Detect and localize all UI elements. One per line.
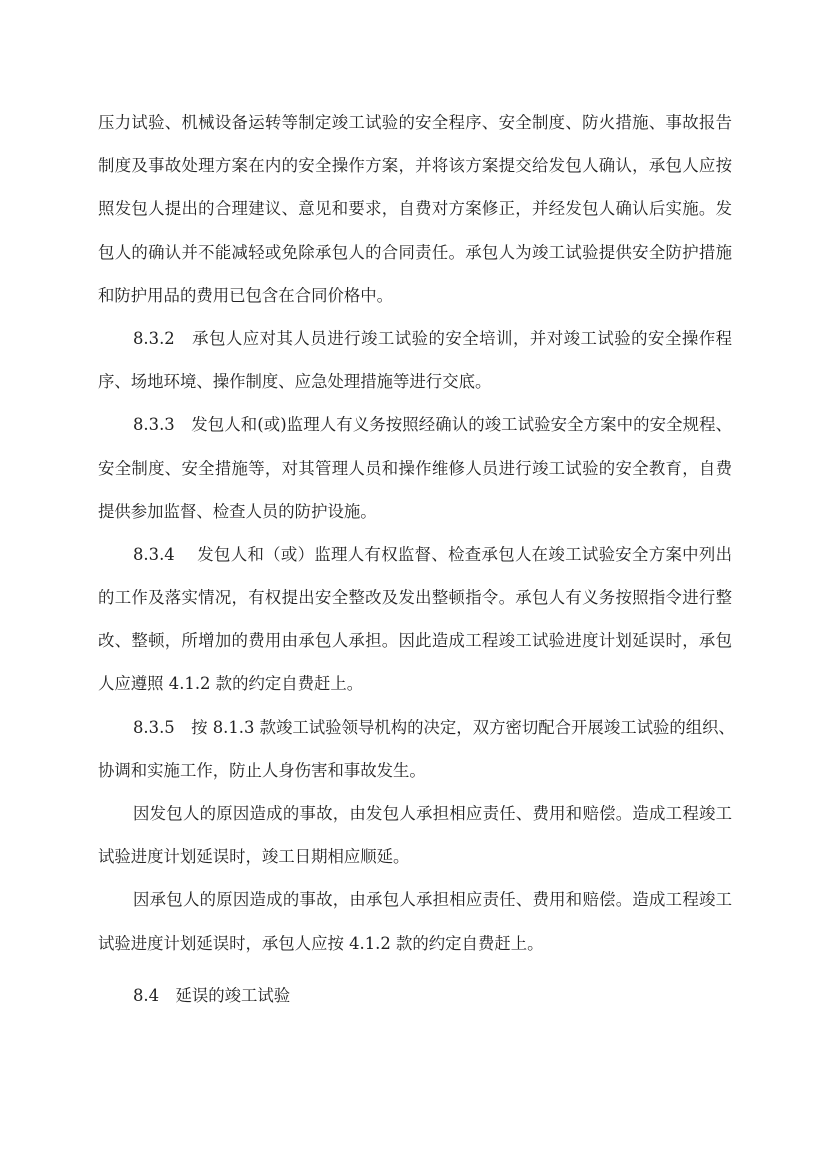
text-line: 包人的确认并不能减轻或免除承包人的合同责任。承包人为竣工试验提供安全防护措施 — [98, 242, 732, 262]
text-line: 8.3.3 发包人和(或)监理人有义务按照经确认的竣工试验安全方案中的安全规程、 — [133, 415, 732, 435]
text-line: 因承包人的原因造成的事故，由承包人承担相应责任、费用和赔偿。造成工程竣工 — [133, 890, 732, 910]
text-line: 和防护用品的费用已包含在合同价格中。 — [98, 285, 394, 305]
paragraph — [98, 403, 732, 533]
text-line: 因发包人的原因造成的事故，由发包人承担相应责任、费用和赔偿。造成工程竣工 — [133, 804, 732, 823]
text-line: 改、整顿，所增加的费用由承包人承担。因此造成工程竣工试验进度计划延误时，承包 — [98, 631, 732, 651]
text-line: 压力试验、机械设备运转等制定竣工试验的安全程序、安全制度、防火措施、事故报告 — [98, 113, 732, 132]
text-line: 的工作及落实情况，有权提出安全整改及发出整顿指令。承包人有义务按照指令进行整 — [98, 588, 732, 608]
text-line: 试验进度计划延误时，承包人应按 4.1.2 款的约定自费赶上。 — [98, 933, 544, 953]
text-line: 8.3.5 按 8.1.3 款竣工试验领导机构的决定，双方密切配合开展竣工试验的组织、 — [133, 717, 735, 737]
paragraph — [98, 533, 732, 706]
paragraph — [98, 792, 732, 878]
text-line: 协调和实施工作，防止人身伤害和事故发生。 — [98, 760, 426, 780]
paragraph — [98, 317, 732, 403]
paragraph — [98, 706, 735, 792]
document-page — [98, 101, 735, 1017]
text-line: 8.3.2 承包人应对其人员进行竣工试验的安全培训，并对竣工试验的安全操作程 — [133, 328, 732, 348]
text-line: 8.3.4 发包人和（或）监理人有权监督、检查承包人在竣工试验安全方案中列出 — [133, 544, 732, 564]
text-line: 提供参加监督、检查人员的防护设施。 — [98, 501, 377, 521]
text-line: 安全制度、安全措施等，对其管理人员和操作维修人员进行竣工试验的安全教育，自费 — [98, 458, 732, 478]
text-line: 序、场地环境、操作制度、应急处理措施等进行交底。 — [98, 372, 492, 392]
text-line: 照发包人提出的合理建议、意见和要求，自费对方案修正，并经发包人确认后实施。发 — [98, 199, 732, 219]
paragraph — [98, 878, 732, 964]
text-line: 人应遵照 4.1.2 款的约定自费赶上。 — [98, 674, 364, 694]
text-line: 试验进度计划延误时，竣工日期相应顺延。 — [98, 847, 410, 867]
paragraph — [98, 101, 732, 317]
section-heading: 8.4 延误的竣工试验 — [133, 985, 291, 1005]
text-line: 制度及事故处理方案在内的安全操作方案，并将该方案提交给发包人确认，承包人应按 — [98, 156, 732, 176]
